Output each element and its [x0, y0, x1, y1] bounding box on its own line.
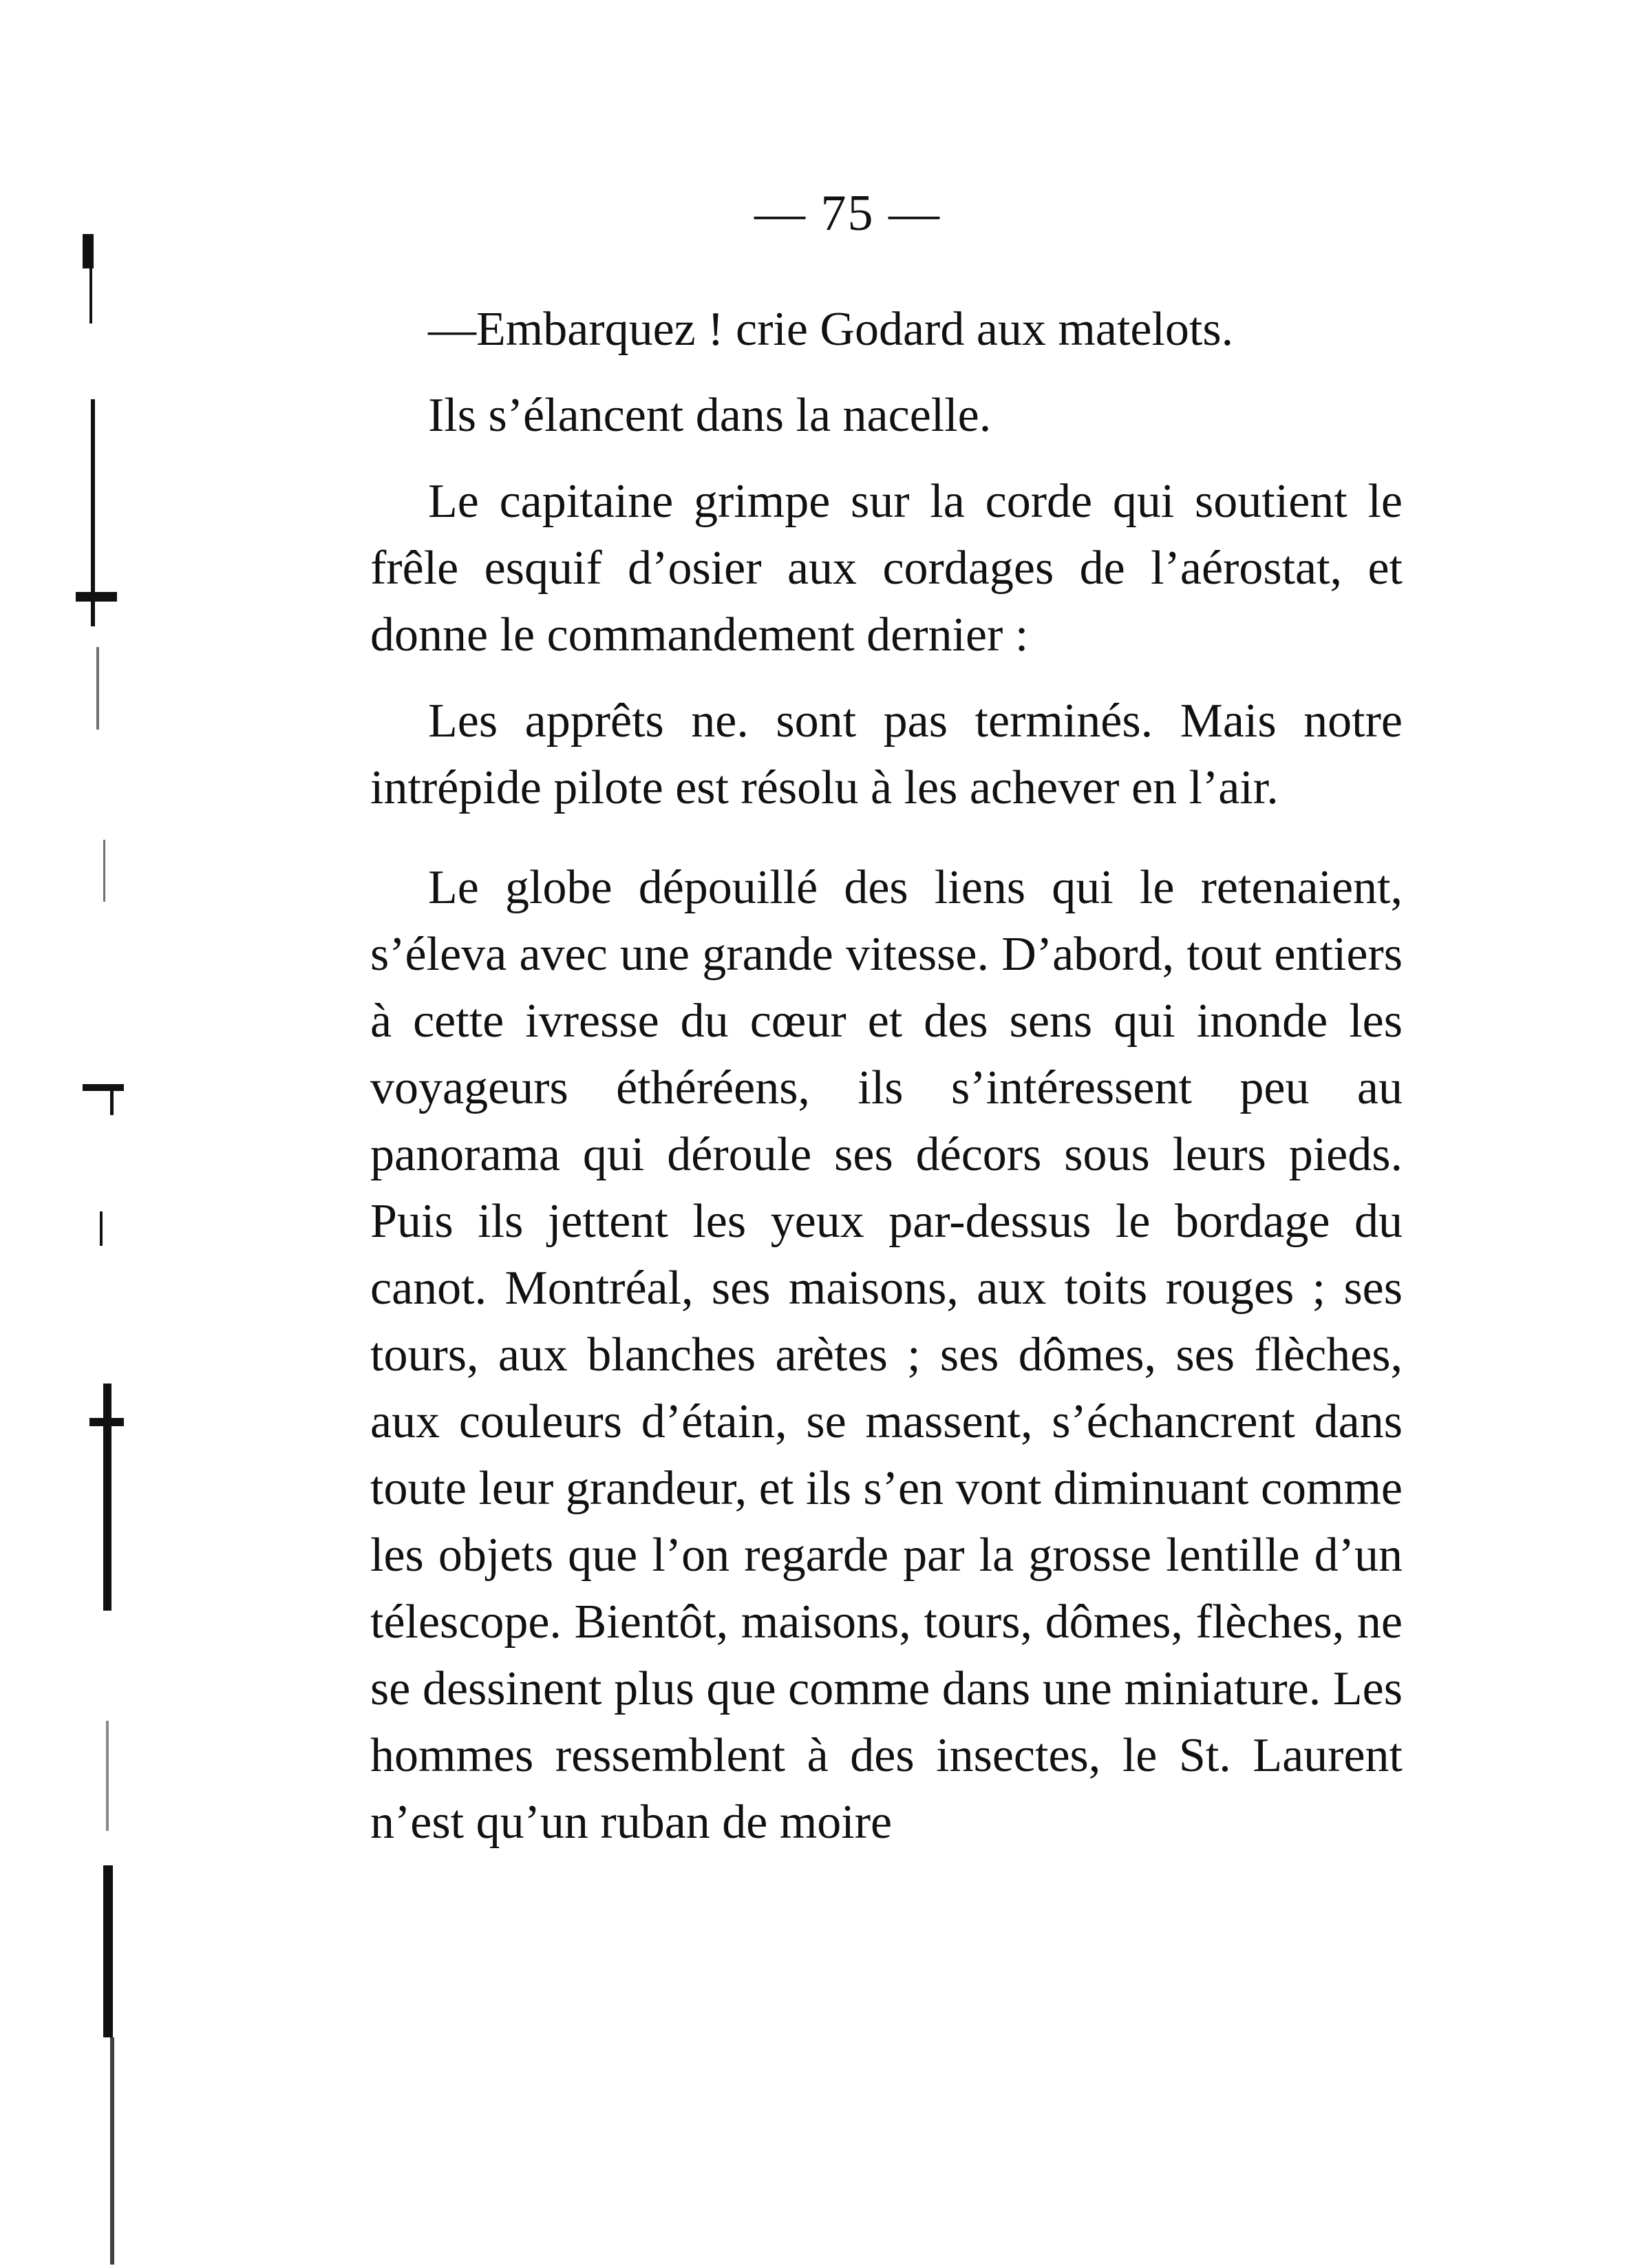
body-text: [370, 296, 1403, 1856]
paragraph: —Embarquez ! crie Godard aux matelots.: [428, 303, 1234, 356]
paragraph: Le capitaine grimpe sur la corde qui soutient le frêle esquif d’osier aux cordages de l’aérostat, et donne le commandement dernier :: [370, 475, 1403, 661]
paragraph: Les apprêts ne. sont pas terminés. Mais notre intrépide pilote est résolu à les achever en l’air.: [370, 695, 1403, 814]
paragraph: Ils s’élancent dans la nacelle.: [428, 389, 992, 442]
paragraph: Le globe dépouillé des liens qui le retenaient, s’éleva avec une grande vitesse. D’abord, tout entiers à cette ivresse du cœur et des sens qui inonde les voyageurs éthéréens, ils s’intéressent peu au panorama qui déroule ses décors sous leurs pieds. Puis ils jettent les yeux par-dessus le bordage du canot. Montréal, ses maisons, aux toits rouges ; ses tours, aux blanches arètes ; ses dômes, ses flèches, aux couleurs d’étain, se massent, s’échancrent dans toute leur grandeur, et ils s’en vont diminuant comme les objets que l’on regarde par la grosse lentille d’un télescope. Bientôt, maisons, tours, dômes, flèches, ne se dessinent plus que comme dans une miniature. Les hommes ressemblent à des insectes, le St. Laurent n’est qu’un ruban de moire: [370, 861, 1403, 1849]
binding-edge-artifacts: [62, 124, 172, 2161]
page-number: — 75 —: [754, 185, 941, 242]
